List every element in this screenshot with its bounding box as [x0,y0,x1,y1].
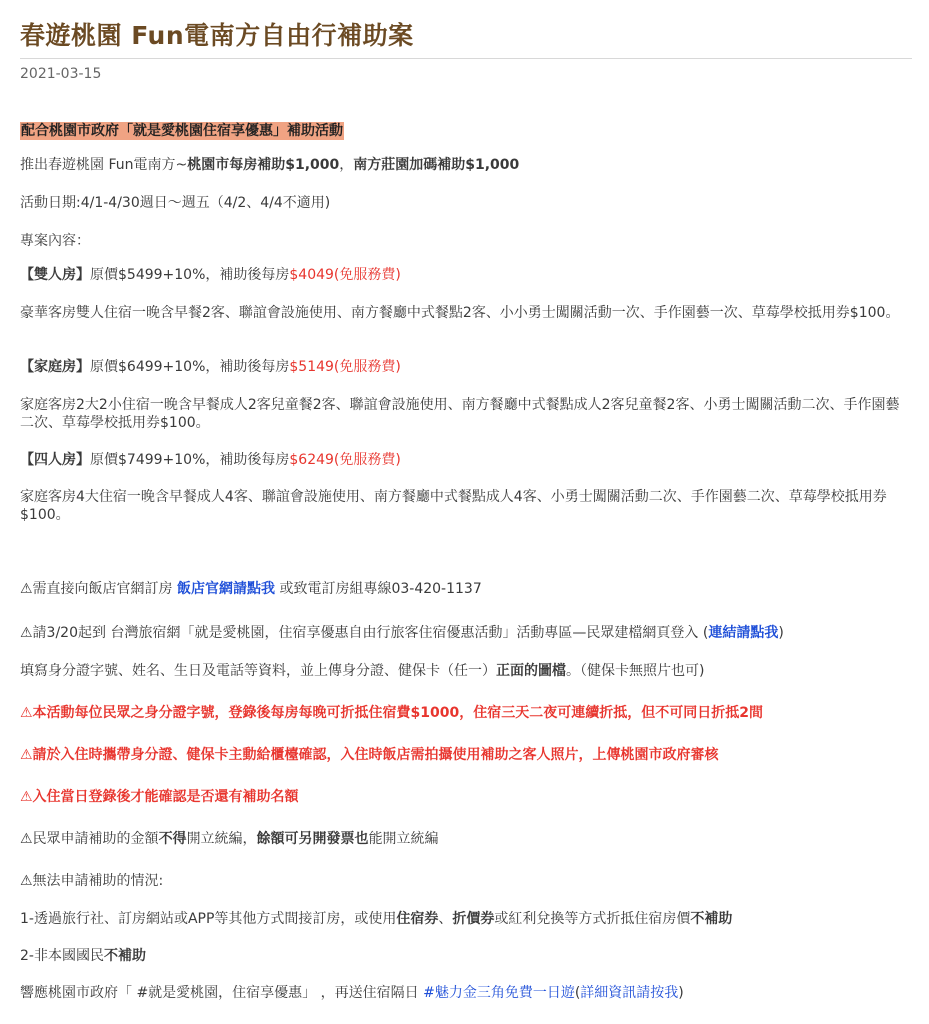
highlight-line [20,122,912,140]
room-double-desc: 豪華客房雙人住宿一晚含早餐2客、聯誼會設施使用、南方餐廳中式餐點2客、小小勇士闖關活動一次、手作園藝一次、草莓學校抵用券$100。 [20,305,900,321]
details-link[interactable]: 詳細資訊請按我 [580,985,679,1001]
room-quad-desc: 家庭客房4大住宿一晚含早餐成人4客、聯誼會設施使用、南方餐廳中式餐點成人4客、小勇士闖關活動二次、手作園藝二次、草莓學校抵用券$100。 [20,489,887,523]
room-family-price-line [20,358,912,376]
room-quad-name: 【四人房】 [20,452,90,468]
room-double-price: 原價$5499+10%，補助後每房 [90,267,290,283]
room-family-price: 原價$6499+10%，補助後每房 [90,359,290,375]
intro-subsidy-hotel: 南方莊園加碼補助$1,000 [353,157,520,173]
title-divider [20,58,912,59]
room-double-price-line [20,266,912,284]
room-quad-final: $6249(免服務費) [289,452,401,468]
warning-id-usage: ⚠本活動每位民眾之身分證字號，登錄後每房每晚可折抵住宿費$1000，住宿三天二夜可連續折抵，但不可同日折抵2間 [20,705,763,721]
day-tour-hashtag-link[interactable]: #魅力金三角免費一日遊 [423,985,575,1001]
hotel-website-link[interactable]: 飯店官網請點我 [177,581,276,597]
note-booking: ⚠需直接向飯店官網訂房 飯店官網請點我 或致電訂房組專線03-420-1137 [20,581,482,597]
warning-checkin: ⚠請於入住時攜帶身分證、健保卡主動給櫃檯確認，入住時飯店需拍攝使用補助之客人照片，上傳桃園市政府審核 [20,747,719,763]
intro-subsidy-city: 桃園市每房補助$1,000 [187,157,340,173]
warning-quota: ⚠入住當日登錄後才能確認是否還有補助名額 [20,789,299,805]
intro-line: 推出春遊桃園 Fun電南方~桃園市每房補助$1,000，南方莊園加碼補助$1,000 [20,157,520,173]
room-family-desc: 家庭客房2大2小住宿一晚含早餐成人2客兒童餐2客、聯誼會設施使用、南方餐廳中式餐點成人2客兒童餐2客、小勇士闖關活動二次、手作園藝二次、草莓學校抵用券$100。 [20,397,900,431]
note-exclusions-heading: ⚠無法申請補助的情況: [20,873,164,889]
activity-period: 活動日期:4/1-4/30週日～週五（4/2、4/4不適用) [20,195,331,211]
content-label: 專案內容： [20,233,90,249]
highlight-text: 配合桃園市政府「就是愛桃園住宿享優惠」補助活動 [21,123,343,139]
room-quad-price: 原價$7499+10%，補助後每房 [90,452,290,468]
exclusion-item-2: 2-非本國國民不補助 [20,948,146,964]
registration-link[interactable]: 連結請點我 [708,625,779,641]
intro-text: 推出春遊桃園 Fun電南方~ [20,157,188,173]
room-family-name: 【家庭房】 [20,359,90,375]
room-double-final: $4049(免服務費) [289,267,401,283]
publish-date: 2021-03-15 [20,66,102,82]
room-double-name: 【雙人房】 [20,267,90,283]
note-registration: ⚠請3/20起到 台灣旅宿網「就是愛桃園，住宿享優惠自由行旅客住宿優惠活動」活動專區—民眾建檔網頁登入 (連結請點我) [20,625,784,641]
note-day-tour: 響應桃園市政府「 #就是愛桃園，住宿享優惠」 ，再送住宿隔日 #魅力金三角免費一日遊(詳細資訊請按我) [20,985,684,1001]
note-invoice: ⚠民眾申請補助的金額不得開立統編，餘額可另開發票也能開立統編 [20,831,439,847]
note-upload: 填寫身分證字號、姓名、生日及電話等資料，並上傳身分證、健保卡（任一）正面的圖檔。（健保卡無照片也可) [20,663,705,679]
page-title: 春遊桃園 Fun電南方自由行補助案 [20,21,414,50]
room-family-final: $5149(免服務費) [289,359,401,375]
room-quad-price-line [20,451,912,469]
exclusion-item-1: 1-透過旅行社、訂房網站或APP等其他方式間接訂房，或使用住宿券、折價券或紅利兌換等方式折抵住宿房價不補助 [20,911,733,927]
